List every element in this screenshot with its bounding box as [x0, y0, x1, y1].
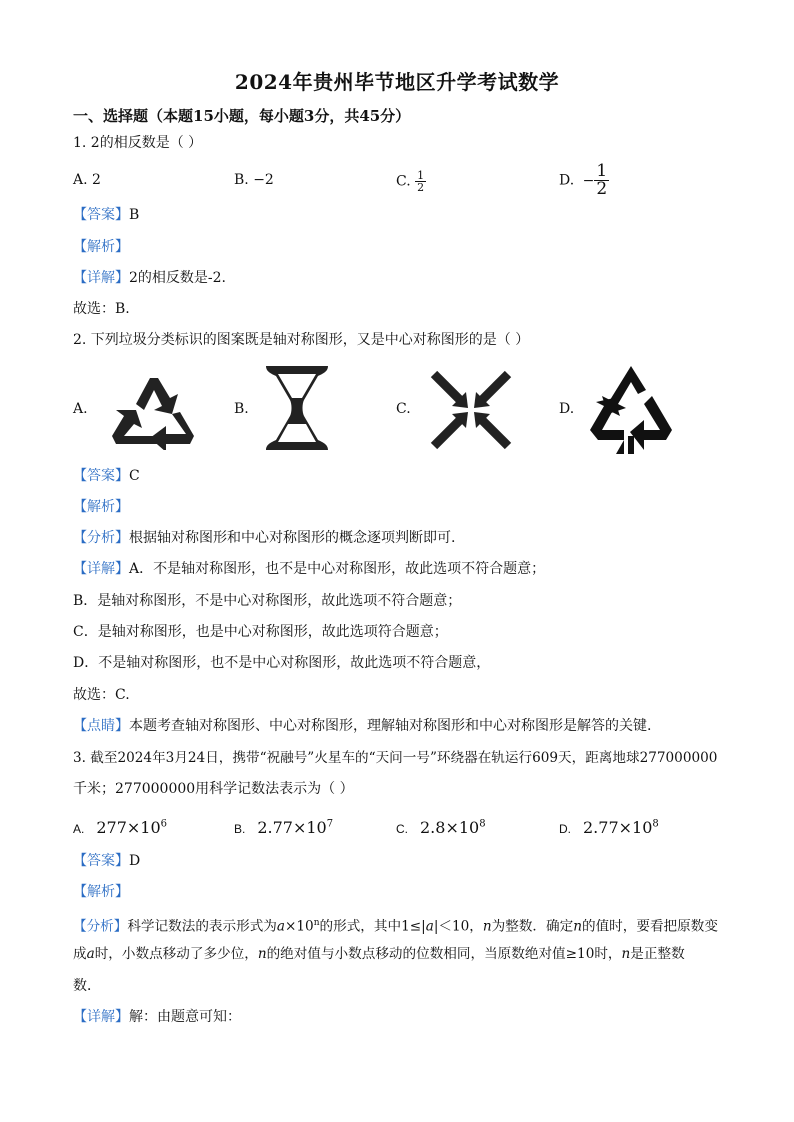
- hourglass-icon: [262, 364, 332, 452]
- q1-option-d-fraction: [594, 163, 609, 198]
- q2-option-c-label: C.: [396, 401, 411, 417]
- q2-detail-c: C．是轴对称图形，也是中心对称图形，故此选项符合题意；: [73, 624, 448, 640]
- q3-answer: [73, 851, 140, 871]
- q3-option-c-value: [420, 818, 486, 837]
- q2-option-a-label: A.: [73, 401, 88, 417]
- sci-exponent: 6: [160, 819, 168, 830]
- q1-option-b: B. −2: [234, 172, 274, 188]
- q3-option-a-label: A.: [73, 822, 85, 837]
- q2-option-b-label: B.: [234, 401, 249, 417]
- text: 科学记数法的表示形式为: [127, 918, 277, 935]
- var-n-exponent: n: [313, 918, 320, 928]
- sci-exponent: 7: [326, 819, 334, 830]
- q1-answer-value: B: [129, 207, 140, 223]
- q2-analysis-tag: 【解析】: [73, 499, 129, 515]
- text: 的绝对值与小数点移动的位数相同，当原数绝对值≥10时，: [266, 946, 622, 962]
- recycle-triangle-icon: [106, 364, 202, 450]
- section-heading: 一、选择题（本题15小题，每小题3分，共45分）: [73, 107, 411, 125]
- sci-base: 2.8×10: [420, 818, 480, 838]
- answer-tag: 【答案】: [73, 853, 129, 869]
- text: 时，小数点移动了多少位，: [94, 946, 258, 962]
- sci-exponent: 8: [652, 819, 659, 830]
- fraction-denominator: 2: [596, 179, 608, 199]
- sci-base: 2.77×10: [583, 818, 653, 838]
- detail-tag: 【详解】: [73, 270, 129, 286]
- var-n: n: [257, 946, 267, 962]
- var-n: n: [621, 946, 631, 962]
- text: 的值时，要看把原数变: [581, 918, 718, 935]
- q1-conclusion: 故选：B.: [73, 301, 130, 317]
- sci-base: 277×10: [96, 818, 161, 838]
- q1-detail-text: 2的相反数是-2.: [129, 270, 226, 286]
- q2-comment-text: 本题考查轴对称图形、中心对称图形，理解轴对称图形和中心对称图形是解答的关键.: [129, 718, 652, 734]
- analysis-head-tag: 【分析】: [73, 918, 128, 935]
- detail-tag: 【详解】: [73, 561, 129, 577]
- fraction-numerator: 1: [417, 169, 425, 182]
- q1-option-c-fraction: [415, 170, 426, 193]
- q1-option-d-sign: −: [582, 172, 595, 189]
- q1-analysis-tag: 【解析】: [73, 239, 129, 255]
- q3-option-c: [396, 815, 486, 839]
- q3-analysis-line1: [73, 913, 718, 937]
- q2-analysis-text: 根据轴对称图形和中心对称图形的概念逐项判断即可.: [129, 530, 456, 546]
- analysis-head-tag: 【分析】: [73, 530, 129, 546]
- text: 成: [73, 946, 87, 962]
- q3-analysis-tag: 【解析】: [73, 884, 129, 900]
- fraction-denominator: 2: [417, 181, 425, 194]
- q3-detail-text: 解：由题意可知：: [129, 1009, 241, 1025]
- q2-comment: [73, 716, 651, 736]
- q3-option-b-value: [257, 818, 333, 837]
- page-title: 2024年贵州毕节地区升学考试数学: [234, 70, 560, 94]
- q3-option-d: [559, 815, 659, 839]
- q3-stem-line2: 千米；277000000用科学记数法表示为（ ）: [73, 781, 354, 797]
- q3-answer-value: D: [129, 853, 141, 869]
- q2-answer: [73, 466, 140, 486]
- q2-detail-b: B．是轴对称图形，不是中心对称图形，故此选项不符合题意；: [73, 593, 462, 609]
- q1-option-d: [559, 163, 609, 198]
- text: 为整数．确定: [491, 918, 574, 935]
- var-n: n: [573, 918, 582, 935]
- detail-tag: 【详解】: [73, 1009, 129, 1025]
- q3-option-a: [73, 815, 167, 839]
- q3-analysis-line3: 数．: [73, 978, 101, 994]
- q1-option-c: [396, 170, 426, 193]
- q1-answer: [73, 205, 139, 225]
- q3-analysis-line2: [73, 944, 685, 964]
- var-n: n: [482, 918, 492, 935]
- sci-exponent: 8: [479, 819, 486, 830]
- q1-stem: 1. 2的相反数是（ ）: [73, 135, 203, 151]
- q2-conclusion: 故选：C.: [73, 687, 130, 703]
- q2-detail-d: D．不是轴对称图形，也不是中心对称图形，故此选项不符合题意，: [73, 655, 491, 671]
- text: |＜10，: [433, 918, 483, 935]
- comment-tag: 【点睛】: [73, 718, 129, 734]
- var-a: a: [86, 946, 95, 962]
- text: 是正整数: [630, 946, 685, 962]
- q1-detail: [73, 268, 226, 288]
- q3-detail: [73, 1007, 241, 1027]
- q1-option-d-label: D.: [559, 172, 575, 189]
- q3-option-a-value: [96, 818, 167, 837]
- answer-tag: 【答案】: [73, 468, 129, 484]
- q3-option-b: [234, 815, 333, 839]
- q3-option-d-value: [583, 818, 659, 837]
- recycle-triangle-bold-icon: [586, 364, 676, 456]
- q2-option-d-label: D.: [559, 401, 575, 417]
- var-a: a: [425, 918, 434, 935]
- q3-option-c-label: C.: [396, 822, 408, 837]
- q3-stem-line1: 3. 截至2024年3月24日，携带“祝融号”火星车的“天问一号”环绕器在轨运行609天，距离地球277000000: [73, 750, 718, 766]
- q1-option-c-label: C.: [396, 173, 411, 190]
- answer-tag: 【答案】: [73, 207, 129, 223]
- q2-stem: 2. 下列垃圾分类标识的图案既是轴对称图形，又是中心对称图形的是（ ）: [73, 332, 530, 348]
- sci-base: 2.77×10: [257, 818, 327, 838]
- fraction-numerator: 1: [596, 161, 608, 181]
- four-arrows-inward-icon: [430, 370, 512, 450]
- q3-option-d-label: D.: [559, 822, 571, 837]
- q2-detail-a-text: A．不是轴对称图形，也不是中心对称图形，故此选项不符合题意；: [129, 561, 546, 577]
- q2-detail-a: [73, 559, 545, 579]
- var-a: a: [276, 918, 286, 935]
- q3-option-b-label: B.: [234, 822, 246, 837]
- text: ×10: [285, 918, 314, 935]
- q2-analysis: [73, 528, 455, 548]
- q1-option-a: A. 2: [73, 172, 101, 188]
- q2-answer-value: C: [129, 468, 140, 484]
- text: 的形式，其中1≤|: [319, 918, 426, 935]
